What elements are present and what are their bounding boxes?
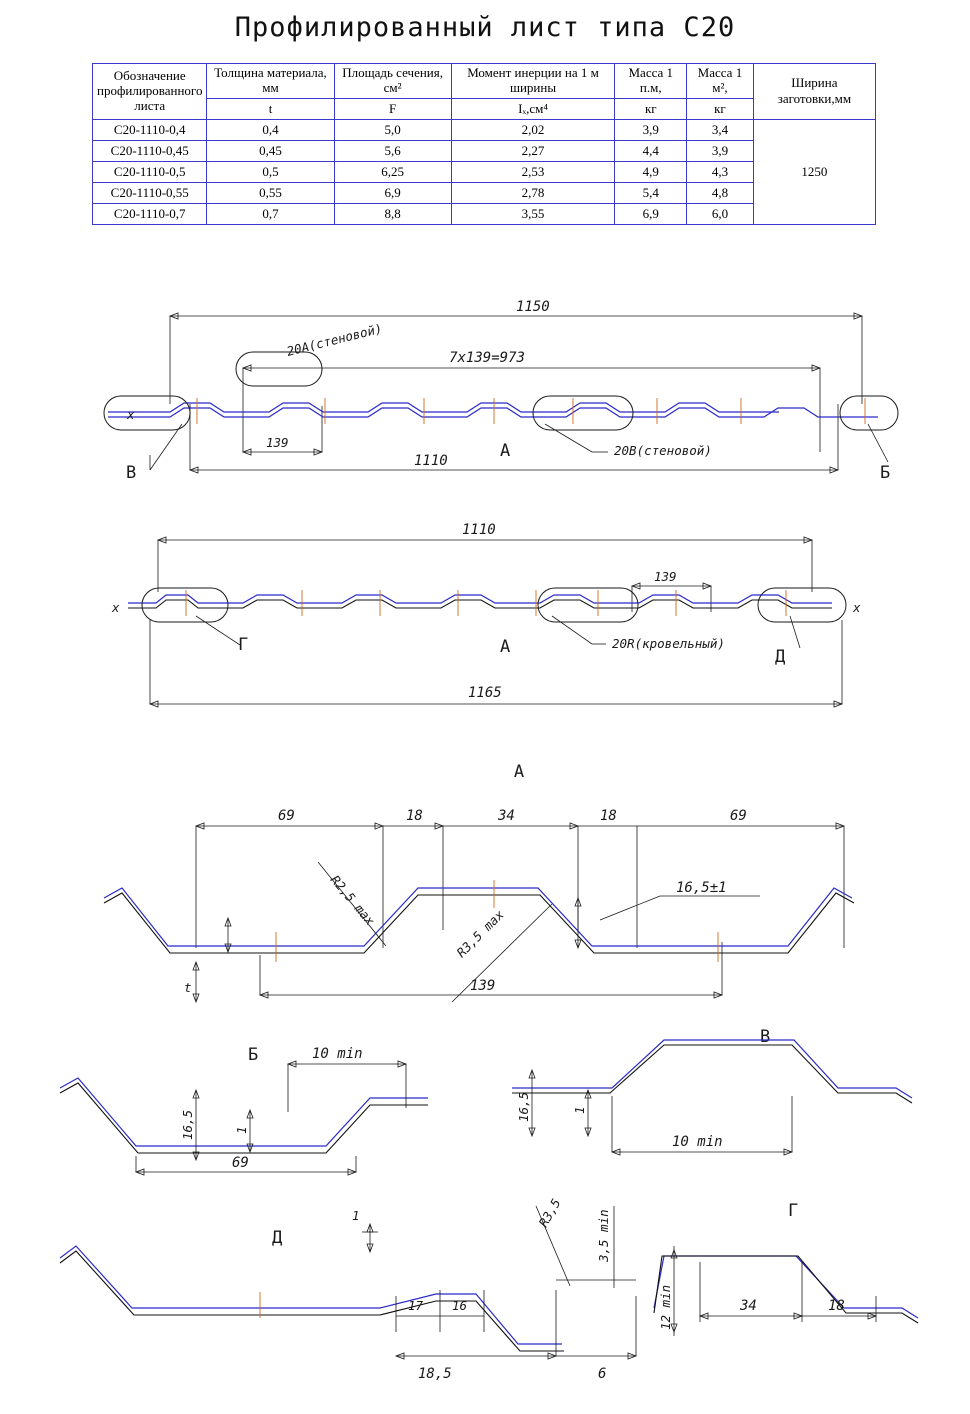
- cell-ix: 2,27: [451, 140, 615, 161]
- th-mass-lm: Масса 1 п.м,: [615, 64, 687, 99]
- cell-ix: 2,02: [451, 119, 615, 140]
- th-thickness: Толщина материала, мм: [207, 64, 334, 99]
- cell-kg1: 5,4: [615, 182, 687, 203]
- detail-a-dim-18-right: 18: [600, 808, 617, 824]
- detail-a: [104, 762, 854, 1002]
- wall-working-width: 1110: [414, 453, 448, 469]
- cell-kg2: 3,4: [687, 119, 754, 140]
- detail-v: [512, 1027, 912, 1155]
- th-mass-m2: Масса 1 м²,: [687, 64, 754, 99]
- cell-f: 5,6: [334, 140, 451, 161]
- sub-kg2: кг: [687, 98, 754, 119]
- detail-b-h1: 16,5: [180, 1109, 195, 1140]
- detail-a-radius-2: R3,5 max: [453, 906, 507, 961]
- cell-designation: С20-1110-0,55: [93, 182, 207, 203]
- th-area: Площадь сечения, см²: [334, 64, 451, 99]
- detail-b-base: 69: [232, 1155, 249, 1171]
- detail-b: [60, 1045, 428, 1175]
- detail-v-title: В: [760, 1027, 771, 1047]
- wall-pitch-chain: 7x139=973: [449, 350, 525, 366]
- wall-note-top: 20А(стеновой): [285, 320, 384, 359]
- th-designation: Обозначение профилированного листа: [93, 64, 207, 120]
- sub-kg1: кг: [615, 98, 687, 119]
- wall-axis-mark: x: [127, 407, 135, 422]
- cell-kg1: 3,9: [615, 119, 687, 140]
- detail-d-d1: 17: [408, 1298, 424, 1313]
- detail-a-dim-69-right: 69: [730, 808, 747, 824]
- wall-total-width: 1150: [516, 299, 550, 315]
- detail-a-dim-69-left: 69: [278, 808, 295, 824]
- view-wall-profile: [104, 299, 898, 483]
- detail-d-d2: 16: [452, 1298, 468, 1313]
- detail-b-h2: 1: [234, 1126, 249, 1134]
- roof-note-main: 20R(кровельный): [612, 636, 725, 651]
- detail-g-title: Г: [788, 1201, 799, 1221]
- cell-kg1: 4,4: [615, 140, 687, 161]
- wall-label-v: В: [126, 463, 137, 483]
- roof-axis-mark-right: x: [853, 600, 861, 615]
- sub-t: t: [207, 98, 334, 119]
- wall-pitch: 139: [266, 435, 289, 450]
- detail-a-title: А: [513, 762, 525, 782]
- roof-label-a: А: [500, 637, 511, 657]
- detail-b-title: Б: [248, 1045, 259, 1065]
- detail-d-title: Д: [272, 1228, 283, 1248]
- cell-f: 6,9: [334, 182, 451, 203]
- cell-t: 0,5: [207, 161, 334, 182]
- cell-blank-width: 1250: [753, 119, 875, 224]
- detail-d-h-top: 1: [352, 1208, 360, 1223]
- cell-ix: 2,53: [451, 161, 615, 182]
- detail-v-base: 10 min: [672, 1134, 723, 1150]
- cell-f: 8,8: [334, 203, 451, 224]
- detail-d: [60, 1196, 636, 1382]
- view-roof-profile: [111, 522, 861, 707]
- wall-label-a: А: [500, 441, 511, 461]
- roof-pitch: 139: [654, 569, 677, 584]
- detail-g-height: 12 min: [658, 1284, 673, 1330]
- detail-d-radius: R3,5: [535, 1195, 564, 1230]
- detail-g-d2: 18: [828, 1298, 845, 1314]
- cell-designation: С20-1110-0,7: [93, 203, 207, 224]
- cell-kg1: 4,9: [615, 161, 687, 182]
- detail-g: [654, 1201, 918, 1336]
- cell-designation: С20-1110-0,45: [93, 140, 207, 161]
- detail-a-thickness: t: [184, 980, 192, 995]
- cell-kg2: 4,8: [687, 182, 754, 203]
- spec-table-wrap: [92, 63, 876, 225]
- th-blank-width: Ширина заготовки,мм: [753, 64, 875, 120]
- cell-ix: 2,78: [451, 182, 615, 203]
- wall-label-b: Б: [880, 463, 891, 483]
- cell-kg2: 6,0: [687, 203, 754, 224]
- roof-working-width: 1110: [462, 522, 496, 538]
- detail-a-radius-1: R2,5 max: [327, 872, 378, 929]
- detail-a-pitch: 139: [470, 978, 496, 994]
- roof-label-g: Г: [238, 635, 249, 655]
- detail-v-h2: 1: [572, 1106, 587, 1114]
- spec-table: [92, 63, 876, 225]
- cell-ix: 3,55: [451, 203, 615, 224]
- sub-f: F: [334, 98, 451, 119]
- cell-t: 0,7: [207, 203, 334, 224]
- cell-f: 6,25: [334, 161, 451, 182]
- sub-ix: Iₓ,см⁴: [451, 98, 615, 119]
- detail-v-h1: 16,5: [516, 1091, 531, 1122]
- detail-g-d1: 34: [740, 1298, 757, 1314]
- cell-kg1: 6,9: [615, 203, 687, 224]
- cell-t: 0,45: [207, 140, 334, 161]
- roof-axis-mark-left: x: [112, 600, 120, 615]
- cell-t: 0,55: [207, 182, 334, 203]
- table-header-row: [93, 64, 876, 99]
- detail-d-height: 3,5 min: [596, 1209, 611, 1262]
- detail-a-height: 16,5±1: [676, 880, 727, 896]
- page-title: Профилированный лист типа С20: [234, 12, 736, 43]
- cell-kg2: 4,3: [687, 161, 754, 182]
- wall-note-main: 20В(стеновой): [614, 443, 712, 458]
- detail-d-d3: 18,5: [418, 1366, 452, 1382]
- cell-t: 0,4: [207, 119, 334, 140]
- cell-designation: С20-1110-0,4: [93, 119, 207, 140]
- roof-total-width: 1165: [468, 685, 502, 701]
- detail-d-d4: 6: [598, 1366, 607, 1382]
- cell-f: 5,0: [334, 119, 451, 140]
- detail-b-top-dim: 10 min: [312, 1046, 363, 1062]
- roof-label-d: Д: [775, 647, 786, 667]
- cell-kg2: 3,9: [687, 140, 754, 161]
- detail-a-dim-34: 34: [498, 808, 515, 824]
- detail-a-dim-18-left: 18: [406, 808, 423, 824]
- th-inertia: Момент инерции на 1 м ширины: [451, 64, 615, 99]
- cell-designation: С20-1110-0,5: [93, 161, 207, 182]
- table-row: [93, 119, 876, 140]
